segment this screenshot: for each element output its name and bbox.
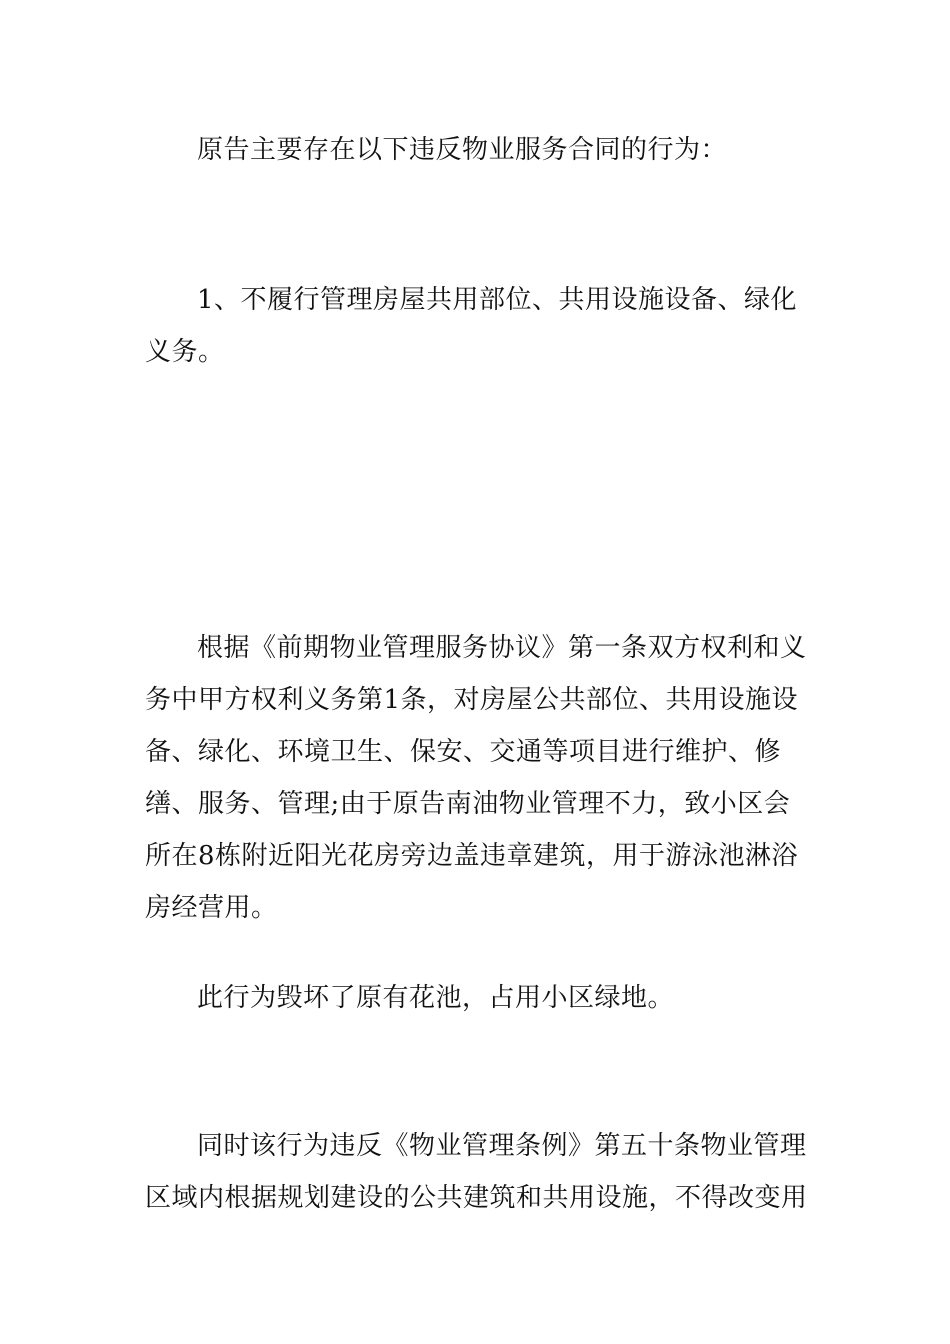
paragraph-regulation: 同时该行为违反《物业管理条例》第五十条物业管理区域内根据规划建设的公共建筑和共用设施，不得改变用 xyxy=(145,1131,808,1213)
paragraph-agreement-basis: 根据《前期物业管理服务协议》第一条双方权利和义务中甲方权利义务第1条，对房屋公共部位、共用设施设备、绿化、环境卫生、保安、交通等项目进行维护、修缮、服务、管理;由于原告南油物业管理不力，致小区会所在8栋附近阳光花房旁边盖违章建筑，用于游泳池淋浴房经营用。 xyxy=(145,633,807,923)
paragraph-item-1: 1、不履行管理房屋共用部位、共用设施设备、绿化义务。 xyxy=(145,285,798,367)
paragraph-damage: 此行为毁坏了原有花池，占用小区绿地。 xyxy=(197,983,675,1013)
paragraph-violations-intro: 原告主要存在以下违反物业服务合同的行为： xyxy=(197,135,728,165)
